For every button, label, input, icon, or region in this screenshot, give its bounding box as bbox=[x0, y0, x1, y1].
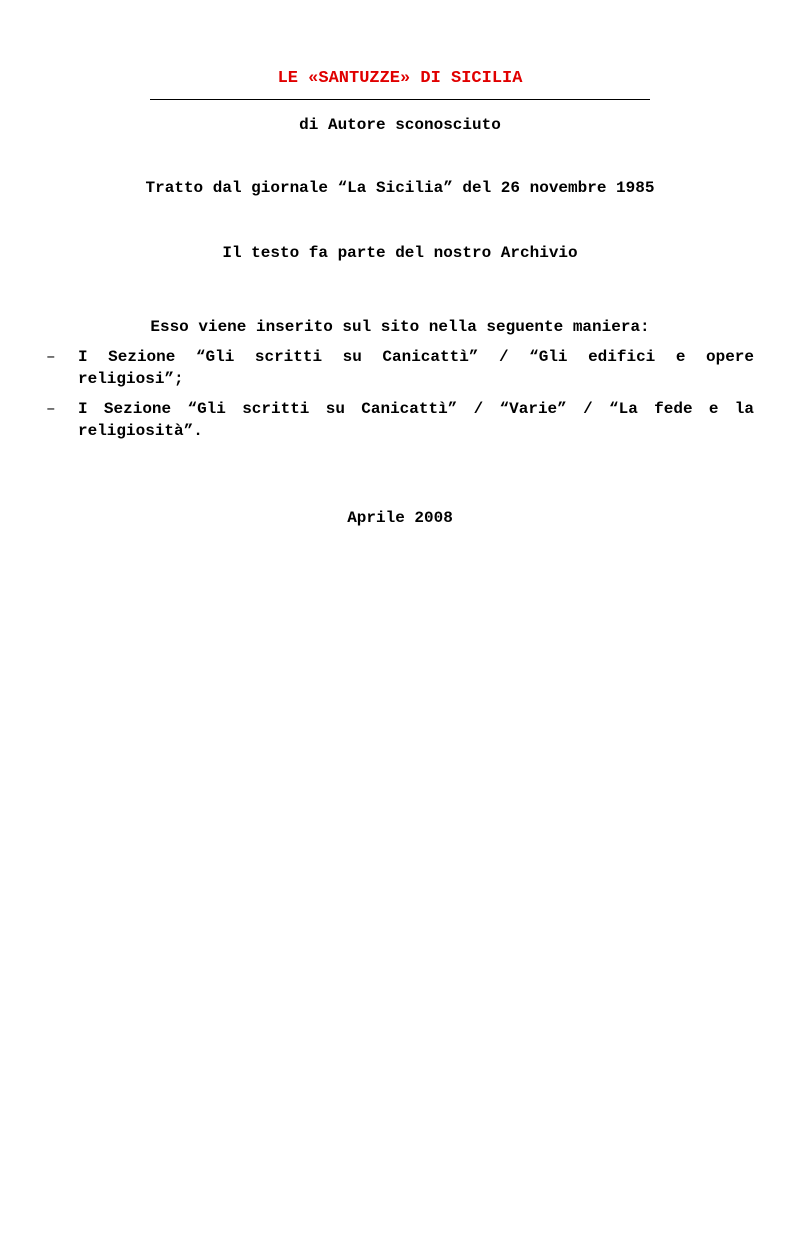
section-list bbox=[0, 346, 800, 450]
date-line: Aprile 2008 bbox=[347, 509, 453, 527]
archive-line: Il testo fa parte del nostro Archivio bbox=[222, 244, 578, 262]
title-divider bbox=[150, 99, 650, 100]
author-line: di Autore sconosciuto bbox=[299, 116, 501, 134]
list-item-text: I Sezione “Gli scritti su Canicattì” / “Gli edifici e opere religiosi”; bbox=[78, 348, 754, 388]
intro-line: Esso viene inserito sul sito nella seguente maniera: bbox=[150, 318, 650, 336]
dash-bullet: – bbox=[46, 348, 56, 366]
list-item bbox=[0, 398, 800, 442]
list-item-text: I Sezione “Gli scritti su Canicattì” / “Varie” / “La fede e la religiosità”. bbox=[78, 400, 754, 440]
dash-bullet: – bbox=[46, 400, 56, 418]
list-item bbox=[0, 346, 800, 390]
source-line: Tratto dal giornale “La Sicilia” del 26 novembre 1985 bbox=[145, 179, 655, 197]
document-title: LE «SANTUZZE» DI SICILIA bbox=[277, 69, 523, 88]
